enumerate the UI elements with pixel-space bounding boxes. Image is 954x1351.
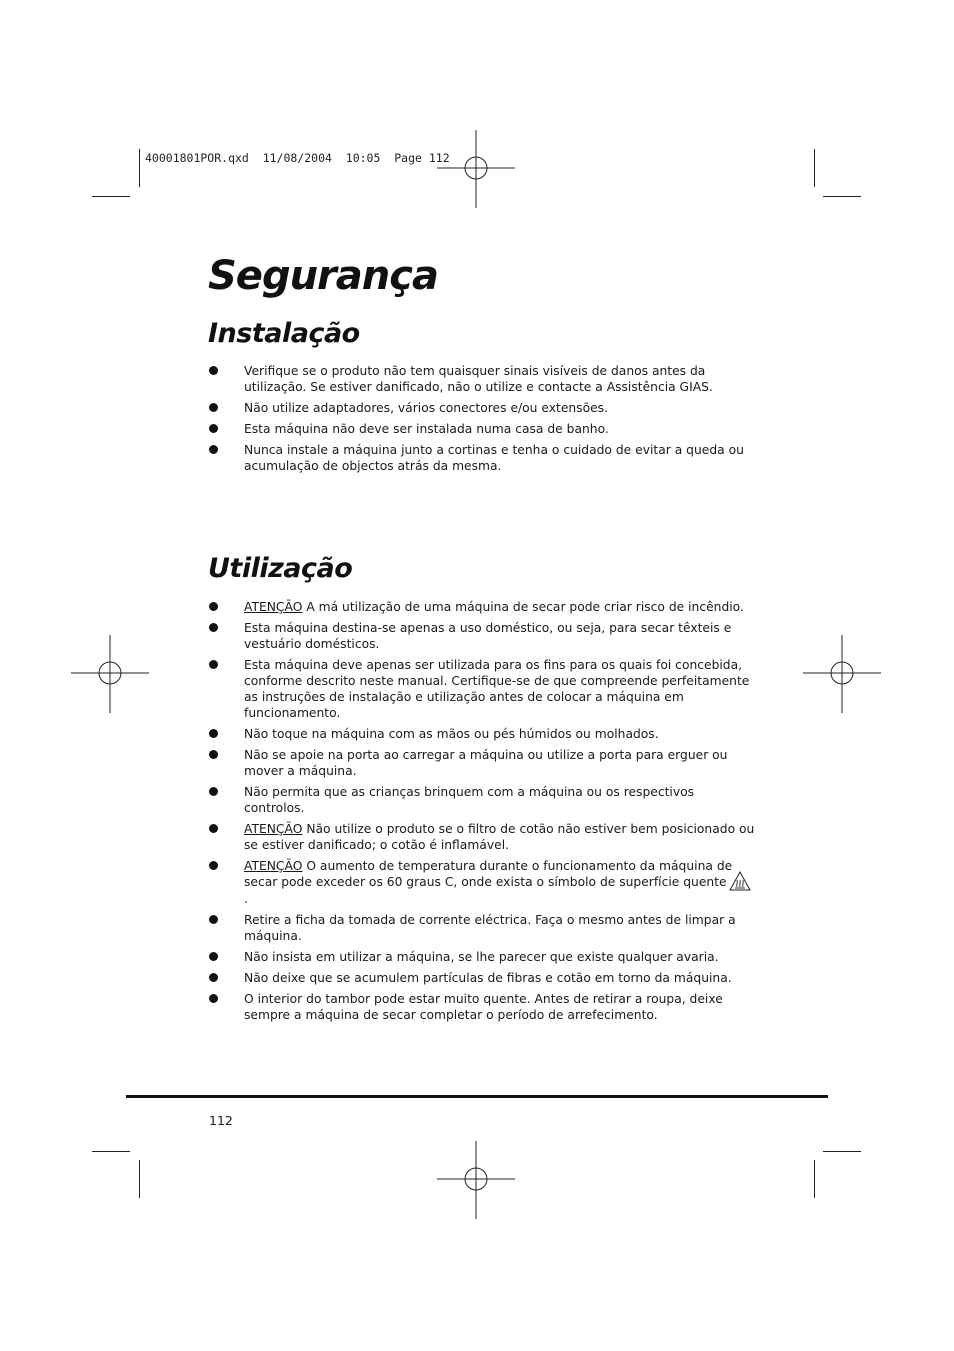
bullet-icon — [209, 915, 218, 924]
list-item: ATENÇÃO A má utilização de uma máquina de secar pode criar risco de incêndio. — [208, 599, 756, 615]
crop-mark — [814, 1160, 815, 1198]
bullet-icon — [209, 660, 218, 669]
list-item: Não se apoie na porta ao carregar a máquina ou utilize a porta para erguer ou mover a máquina. — [208, 747, 756, 779]
bullet-icon — [209, 952, 218, 961]
warning-label: ATENÇÃO — [244, 600, 303, 614]
crop-mark — [92, 196, 130, 197]
registration-crosshair-icon — [437, 1141, 517, 1221]
list-item: Não utilize adaptadores, vários conectores e/ou extensões. — [208, 400, 756, 416]
warning-label: ATENÇÃO — [244, 822, 303, 836]
crop-mark — [814, 149, 815, 187]
bullet-icon — [209, 602, 218, 611]
bullet-icon — [209, 729, 218, 738]
list-item: Nunca instale a máquina junto a cortinas e tenha o cuidado de evitar a queda ou acumulação de objectos atrás da mesma. — [208, 442, 756, 474]
print-slug-line: 40001801POR.qxd 11/08/2004 10:05 Page 112 — [145, 151, 450, 165]
bullet-icon — [209, 424, 218, 433]
list-item: Não insista em utilizar a máquina, se lhe parecer que existe qualquer avaria. — [208, 949, 756, 965]
utilizacao-list — [208, 599, 756, 1023]
bullet-icon — [209, 994, 218, 1003]
list-item: Esta máquina destina-se apenas a uso doméstico, ou seja, para secar têxteis e vestuário domésticos. — [208, 620, 756, 652]
crop-mark — [139, 149, 140, 187]
list-item: Não toque na máquina com as mãos ou pés húmidos ou molhados. — [208, 726, 756, 742]
registration-crosshair-icon — [71, 635, 151, 715]
bullet-icon — [209, 623, 218, 632]
list-item: ATENÇÃO O aumento de temperatura durante o funcionamento da máquina de secar pode exceder os 60 graus C, onde exista o símbolo de superfície quente . — [208, 858, 756, 907]
crop-mark — [92, 1151, 130, 1152]
list-item: Esta máquina não deve ser instalada numa casa de banho. — [208, 421, 756, 437]
registration-crosshair-icon — [437, 130, 517, 210]
crop-mark — [823, 1151, 861, 1152]
bullet-icon — [209, 861, 218, 870]
list-item: O interior do tambor pode estar muito quente. Antes de retirar a roupa, deixe sempre a máquina de secar completar o período de arrefecimento. — [208, 991, 756, 1023]
list-item: Verifique se o produto não tem quaisquer sinais visíveis de danos antes da utilização. Se estiver danificado, não o utilize e contacte a Assistência GIAS. — [208, 363, 756, 395]
crop-mark — [823, 196, 861, 197]
warning-label: ATENÇÃO — [244, 859, 303, 873]
bullet-icon — [209, 824, 218, 833]
list-item: Não permita que as crianças brinquem com a máquina ou os respectivos controlos. — [208, 784, 756, 816]
list-item: Não deixe que se acumulem partículas de fibras e cotão em torno da máquina. — [208, 970, 756, 986]
footer-rule — [126, 1095, 828, 1098]
page-title: Segurança — [208, 253, 438, 299]
list-item: ATENÇÃO Não utilize o produto se o filtro de cotão não estiver bem posicionado ou se estiver danificado; o cotão é inflamável. — [208, 821, 756, 853]
page-number: 112 — [209, 1113, 233, 1128]
hot-surface-warning-icon — [729, 871, 751, 891]
bullet-icon — [209, 366, 218, 375]
bullet-icon — [209, 787, 218, 796]
instalacao-list — [208, 363, 756, 474]
section-heading-utilizacao: Utilização — [208, 553, 353, 584]
section-heading-instalacao: Instalação — [208, 318, 360, 349]
bullet-icon — [209, 445, 218, 454]
list-item: Esta máquina deve apenas ser utilizada para os fins para os quais foi concebida, conforme descrito neste manual. Certifique-se de que compreende perfeitamente as instruções de instalação e utilização antes de colocar a máquina em funcionamento. — [208, 657, 756, 721]
list-item: Retire a ficha da tomada de corrente eléctrica. Faça o mesmo antes de limpar a máquina. — [208, 912, 756, 944]
bullet-icon — [209, 750, 218, 759]
bullet-icon — [209, 973, 218, 982]
crop-mark — [139, 1160, 140, 1198]
bullet-icon — [209, 403, 218, 412]
registration-crosshair-icon — [803, 635, 883, 715]
